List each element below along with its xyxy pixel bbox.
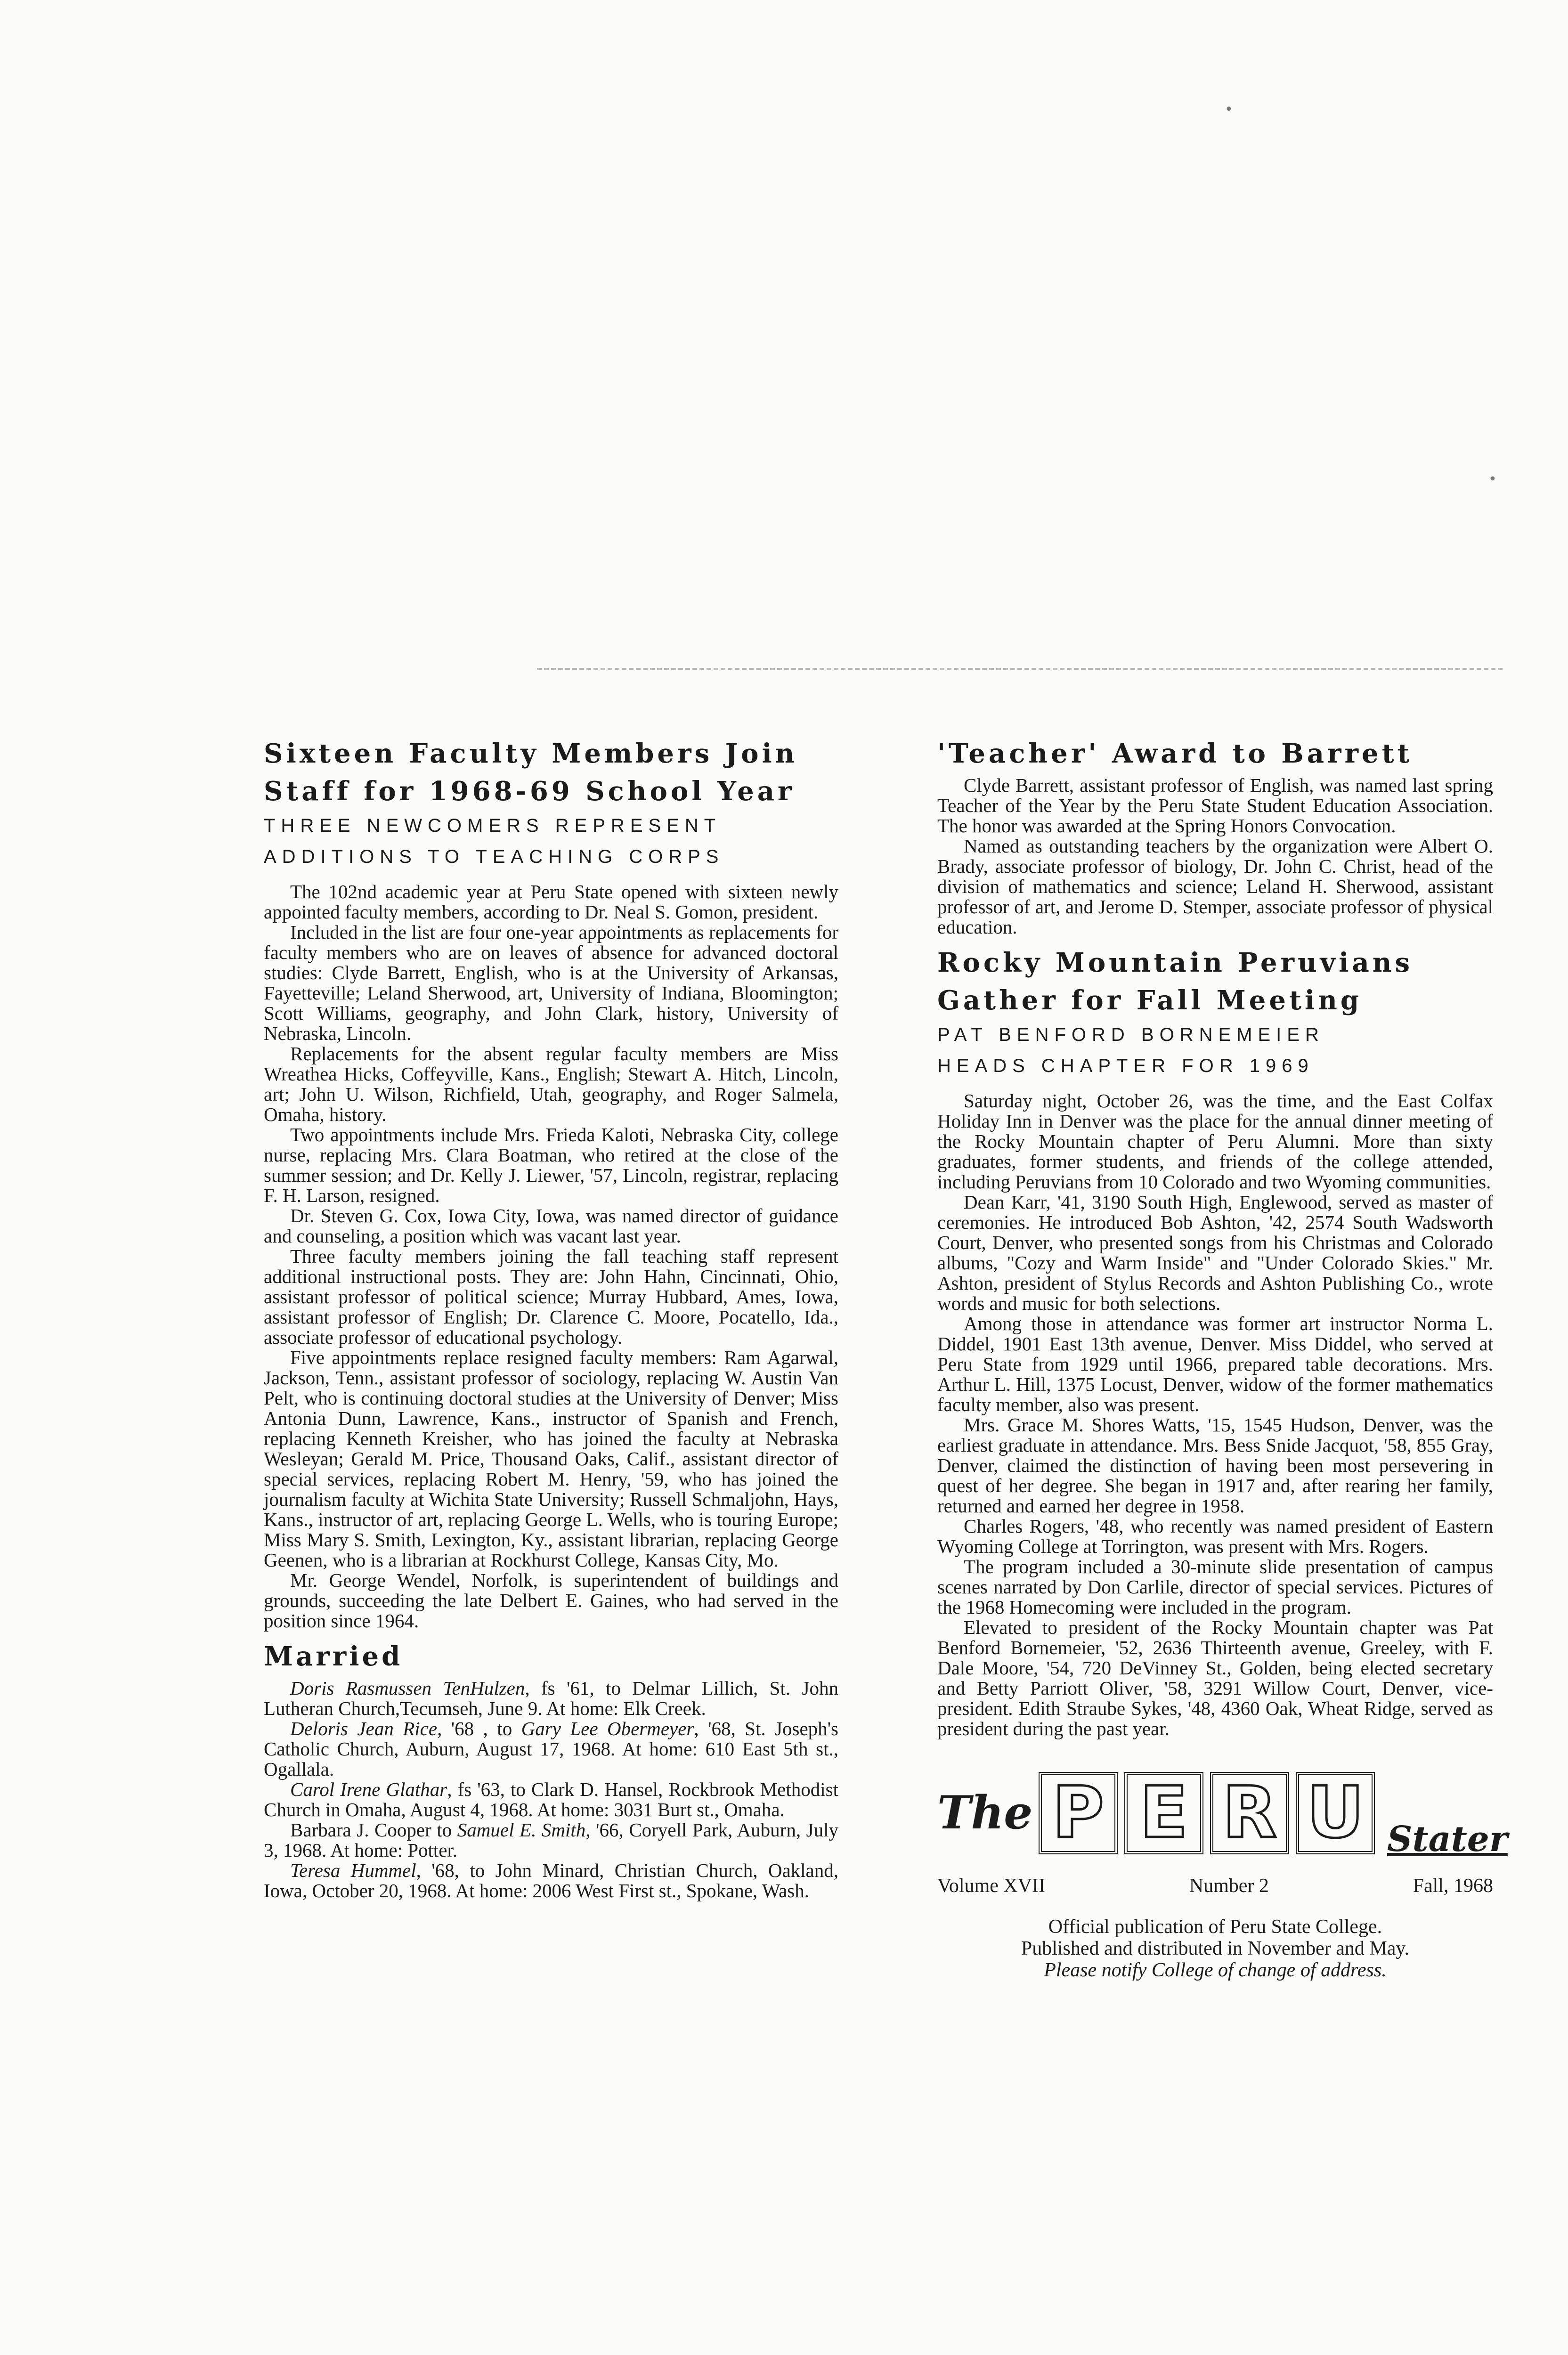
faculty-headline-line1: Sixteen Faculty Members Join [264, 738, 798, 769]
masthead-letter-p: P [1039, 1772, 1118, 1854]
married-heading: Married [264, 1641, 403, 1672]
article-paragraph: Five appointments replace resigned faculty members: Ram Agarwal, Jackson, Tenn., assistant professor of sociology, replacing W. Austin Van Pelt, who is continuing doctoral studies at the University of Denver; Miss Antonia Dunn, Lawrence, Kans., instructor of Spanish and French, replacing Kenneth Kreisher, who has joined the faculty at Nebraska Wesleyan; Gerald M. Price, Thousand Oaks, Calif., assistant director of special services, replacing Robert M. Henry, '59, who has joined the journalism faculty at Wichita State University; Russell Schmaljohn, Hays, Kans., instructor of art, replacing George L. Wells, who is touring Europe; Miss Mary S. Smith, Lexington, Ky., assistant librarian, replacing George Geenen, who is a librarian at Rockhurst College, Kansas City, Mo. [264, 1347, 838, 1571]
masthead-letter-u: U [1296, 1772, 1375, 1854]
award-article-body [937, 775, 1493, 937]
masthead-letter-r: R [1210, 1772, 1289, 1854]
married-list [264, 1678, 838, 1901]
married-entry [264, 1678, 838, 1719]
article-paragraph: Charles Rogers, '48, who recently was named president of Eastern Wyoming College at Torrington, was present with Mrs. Rogers. [937, 1515, 1493, 1557]
married-entry [264, 1860, 838, 1901]
article-paragraph: Dean Karr, '41, 3190 South High, Englewood, served as master of ceremonies. He introduced Bob Ashton, '42, 2574 South Wadsworth Court, Denver, who presented songs from his Christmas and Colorado albums, "Cozy and Warm Inside" and "Under Colorado Skies." Mr. Ashton, president of Stylus Records and Ashton Publishing Co., wrote words and music for both selections. [937, 1191, 1493, 1314]
married-names: Teresa Hummel [290, 1860, 416, 1881]
rocky-article-body [937, 1091, 1493, 1739]
married-names: Carol Irene Glathar [290, 1778, 447, 1800]
married-names: Gary Lee Obermeyer [521, 1718, 694, 1739]
rocky-headline-line2: Gather for Fall Meeting [937, 985, 1363, 1016]
married-entry [264, 1820, 838, 1860]
article-paragraph: Three faculty members joining the fall teaching staff represent additional instructional posts. They are: John Hahn, Cincinnati, Ohio, assistant professor of political science; Murray Hubbard, Ames, Iowa, assistant professor of English; Dr. Clarence C. Moore, Pocatello, Ida., associate professor of educational psychology. [264, 1245, 838, 1348]
article-paragraph: Mr. George Wendel, Norfolk, is superintendent of buildings and grounds, succeeding the late Delbert E. Gaines, who had served in the position since 1964. [264, 1569, 838, 1632]
article-paragraph: Among those in attendance was former art instructor Norma L. Diddel, 1901 East 13th avenue, Denver. Miss Diddel, who served at Peru State from 1929 until 1966, prepared table decorations. Mrs. Arthur L. Hill, 1375 Locust, Denver, widow of the former mathematics faculty member, also was present. [937, 1313, 1493, 1415]
rocky-headline-line1: Rocky Mountain Peruvians [937, 947, 1414, 978]
married-details: , fs '61, to Delmar Lillich, St. John Lutheran Church,Tecumseh, June 9. At home: Elk Creek. [264, 1677, 838, 1719]
publication-info-line: Published and distributed in November and May. [1021, 1938, 1410, 1959]
article-paragraph: The program included a 30-minute slide presentation of campus scenes narrated by Don Carlile, director of special services. Pictures of the 1968 Homecoming were included in the program. [937, 1556, 1493, 1618]
left-column [264, 735, 838, 1901]
rocky-subhead-line1: PAT BENFORD BORNEMEIER [937, 1024, 1324, 1045]
article-paragraph: Clyde Barrett, assistant professor of English, was named last spring Teacher of the Year by the Peru State Student Education Association. The honor was awarded at the Spring Honors Convocation. [937, 774, 1493, 836]
peru-stater-masthead-logo [937, 1772, 1508, 1871]
married-names: Doris Rasmussen TenHulzen [290, 1677, 525, 1699]
article-paragraph: Dr. Steven G. Cox, Iowa City, Iowa, was named director of guidance and counseling, a position which was vacant last year. [264, 1205, 838, 1247]
scan-speck-mark: • [1225, 101, 1233, 118]
masthead-letters [1039, 1772, 1375, 1854]
married-details: , fs '63, to Clark D. Hansel, Rockbrook Methodist Church in Omaha, August 4, 1968. At home: 3031 Burt st., Omaha. [264, 1778, 838, 1820]
married-entry [264, 1779, 838, 1820]
season-label: Fall, 1968 [1413, 1875, 1493, 1897]
married-details: Barbara J. Cooper to [290, 1819, 457, 1841]
rocky-subhead-line2: HEADS CHAPTER FOR 1969 [937, 1056, 1314, 1076]
publication-info-line: Official publication of Peru State College. [1048, 1916, 1382, 1938]
award-headline: 'Teacher' Award to Barrett [937, 738, 1413, 769]
article-paragraph: Saturday night, October 26, was the time, and the East Colfax Holiday Inn in Denver was the place for the annual dinner meeting of the Rocky Mountain chapter of Peru Alumni. More than sixty graduates, former students, and friends of the college attended, including Peruvians from 10 Colorado and two Wyoming communities. [937, 1090, 1493, 1193]
article-paragraph: Mrs. Grace M. Shores Watts, '15, 1545 Hudson, Denver, was the earliest graduate in attendance. Mrs. Bess Snide Jacquot, '58, 855 Gray, Denver, claimed the distinction of having been most persevering in quest of her degree. She began in 1917 and, after rearing her family, returned and earned her degree in 1958. [937, 1414, 1493, 1517]
right-column [937, 735, 1508, 1981]
fold-dash-line [537, 668, 1503, 670]
faculty-subhead-line1: THREE NEWCOMERS REPRESENT [264, 815, 722, 836]
married-entry [264, 1719, 838, 1779]
article-paragraph: Elevated to president of the Rocky Mountain chapter was Pat Benford Bornemeier, '52, 2636 Thirteenth avenue, Greeley, with F. Dale Moore, '54, 720 DeVinney St., Golden, being elected secretary and Betty Parriott Oliver, '58, 3291 Willow Court, Denver, vice-president. Edith Straube Sykes, '48, 4360 Oak, Wheat Ridge, served as president during the past year. [937, 1616, 1493, 1739]
married-details: , '68, to John Minard, Christian Church, Oakland, Iowa, October 20, 1968. At home: 2006 West First st., Spokane, Wash. [264, 1860, 838, 1901]
faculty-headline-line2: Staff for 1968-69 School Year [264, 776, 795, 807]
address-notice: Please notify College of change of address. [1044, 1959, 1387, 1981]
married-details: , '68, St. Joseph's Catholic Church, Auburn, August 17, 1968. At home: 610 East 5th st., Ogallala. [264, 1718, 838, 1780]
article-paragraph: Named as outstanding teachers by the organization were Albert O. Brady, associate professor of biology, Dr. John C. Christ, head of the division of mathematics and science; Leland H. Sherwood, assistant professor of art, and Jerome D. Stemper, associate professor of physical education. [937, 835, 1493, 938]
faculty-subhead-line2: ADDITIONS TO TEACHING CORPS [264, 846, 724, 867]
publication-info-line [937, 1959, 1493, 1981]
number-label: Number 2 [1189, 1875, 1269, 1897]
masthead-the: The [937, 1786, 1033, 1839]
issue-info-row [937, 1875, 1493, 1897]
volume-label: Volume XVII [937, 1875, 1046, 1897]
married-details: , '68 , to [437, 1718, 521, 1739]
article-paragraph: Included in the list are four one-year appointments as replacements for faculty members who are on leaves of absence for advanced doctoral studies: Clyde Barrett, English, who is at the University of Arkansas, Fayetteville; Leland Sherwood, art, University of Indiana, Bloomington; Scott Williams, geography, and John Clark, history, University of Nebraska, Lincoln. [264, 921, 838, 1044]
married-names: Samuel E. Smith [457, 1819, 586, 1841]
married-details: , '66, Coryell Park, Auburn, July 3, 1968. At home: Potter. [264, 1819, 838, 1861]
masthead-stater: Stater [1387, 1819, 1508, 1860]
article-paragraph: Two appointments include Mrs. Frieda Kaloti, Nebraska City, college nurse, replacing Mrs. Clara Boatman, who retired at the close of the summer session; and Dr. Kelly J. Liewer, '57, Lincoln, registrar, replacing F. H. Larson, resigned. [264, 1124, 838, 1206]
married-names: Deloris Jean Rice [290, 1718, 438, 1739]
masthead-letter-e: E [1124, 1772, 1203, 1854]
article-paragraph: The 102nd academic year at Peru State opened with sixteen newly appointed faculty members, according to Dr. Neal S. Gomon, president. [264, 881, 838, 923]
article-paragraph: Replacements for the absent regular faculty members are Miss Wreathea Hicks, Coffeyville, Kans., English; Stewart A. Hitch, Lincoln, art; John U. Wilson, Richfield, Utah, geography, and Roger Salmela, Omaha, history. [264, 1043, 838, 1125]
scan-speck-mark: • [1488, 471, 1497, 487]
faculty-article-body [264, 882, 838, 1631]
